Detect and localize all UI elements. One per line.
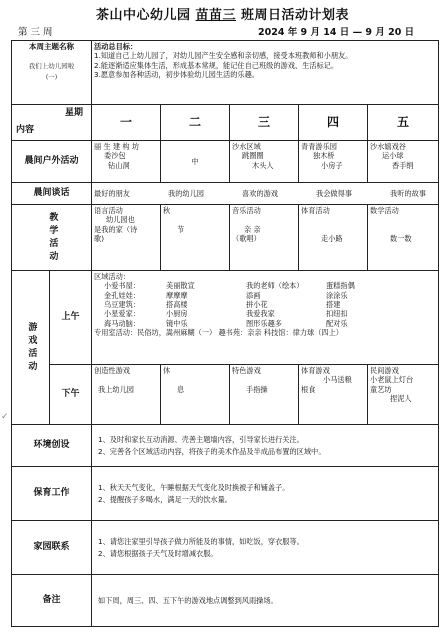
cell-line: 委沙包	[104, 151, 126, 161]
area-cell: 图形乐趣多	[246, 318, 282, 328]
talk-topic: 我的幼儿园	[168, 188, 204, 198]
cell-line: 独木桥	[313, 151, 335, 161]
area-cell: 金孔娃娃：	[104, 290, 140, 300]
outdoor-row	[12, 141, 439, 183]
week-label: 第 三 周	[18, 27, 53, 38]
note-item: 1、请您注家里引导孩子做力所能及的事情，如吃饭，穿衣服等。	[98, 537, 304, 547]
area-cell: 美丽散宣	[166, 281, 195, 291]
cell-line: 手指操	[246, 384, 268, 394]
page-title	[0, 4, 445, 23]
cell-line: 节	[177, 224, 185, 234]
outdoor-cell	[230, 141, 299, 183]
area-cell: 摩摩摩	[166, 290, 188, 300]
cell-line: 运小球	[382, 151, 404, 161]
remarks-text: 如下周，周三、四、五下午的游戏地点调整到风雨操场。	[98, 595, 278, 605]
area-title: 区域活动：	[94, 272, 130, 281]
talk-topic: 最好的朋友	[94, 188, 130, 198]
note-item: 1、秋天天气变化，午睡根据天气变化及时换被子和铺盖子。	[98, 483, 290, 493]
pm-cell	[92, 365, 161, 425]
play-am-row	[12, 271, 439, 365]
teaching-label-cell	[12, 205, 92, 271]
cell-line: 息	[177, 384, 185, 394]
cell-line: 幼儿园也	[106, 215, 135, 225]
family-label: 家园联系	[12, 521, 92, 575]
teaching-cell	[230, 205, 299, 271]
goal-item: 1.知道自己上幼儿园了，对幼儿园产生安全感和亲切感，接受本班教师和小朋友。	[94, 51, 353, 61]
family-content	[92, 521, 439, 575]
goal-item: 3.愿意参加各种活动，初步体验幼儿园生活的乐趣。	[94, 70, 259, 80]
environment-label: 环境创设	[12, 425, 92, 467]
date-range: 2024 年 9 月 14 日 — 9 月 20 日	[258, 27, 415, 38]
days-header-row	[12, 105, 439, 141]
area-line	[104, 300, 436, 309]
cell-line: 小马送粮	[323, 375, 352, 385]
cell-line: 中	[191, 156, 199, 166]
theme-goals	[92, 41, 439, 105]
area-cell: 镜中乐	[166, 318, 188, 328]
cell-line: 我上幼儿园	[98, 384, 134, 394]
day-header: 五	[368, 105, 439, 141]
remarks-content	[92, 575, 439, 627]
cell-line: 数学活动	[370, 206, 399, 215]
cell-line: 语言活动	[94, 206, 123, 215]
cell-line: 民间游戏	[370, 366, 399, 375]
day-header: 三	[230, 105, 299, 141]
talk-topic: 喜欢的游戏	[242, 188, 278, 198]
pm-cell	[368, 365, 439, 425]
teaching-label: 教学活动	[47, 211, 58, 264]
teaching-row	[12, 205, 439, 271]
cell-line: 亲 亲	[244, 224, 261, 234]
area-line	[104, 319, 436, 328]
pm-cell	[299, 365, 368, 425]
teaching-cell	[92, 205, 161, 271]
note-item: 1、及时和家长互动消源、壳善主题墙内容，引导家长进行关注。	[98, 435, 304, 445]
cell-line: 数一数	[390, 234, 412, 244]
cell-line: 根食	[301, 384, 316, 394]
play-label: 游戏活动	[26, 321, 37, 374]
outdoor-cell	[161, 141, 230, 183]
cell-line: 走小路	[321, 234, 343, 244]
cell-line: 小老鼠上灯台	[370, 375, 414, 385]
area-cell: 配对乐	[326, 318, 348, 328]
talk-topic: 我会做得事	[316, 188, 352, 198]
area-cell: 添画	[246, 290, 261, 300]
days-label-top: 星期	[64, 108, 83, 118]
special-rooms: 专用室活动：民俗坊，嵩州麻糊（一） 趣书苑：亲亲 科技馆：律力球（四上）	[94, 328, 343, 338]
area-cell: 搭建	[326, 300, 341, 310]
area-cell: 小爱书屋：	[104, 281, 140, 291]
cell-line: 体育活动	[301, 206, 330, 215]
title-suffix: 班周日活动计划表	[241, 8, 350, 23]
day-header: 四	[299, 105, 368, 141]
cell-line: 沙水嬉戏谷	[370, 142, 406, 151]
pm-cell	[161, 365, 230, 425]
area-cell: 搭高楼	[166, 300, 188, 310]
teaching-cell	[368, 205, 439, 271]
talk-topic: 我听的故事	[390, 188, 426, 198]
area-cell: 扣纽扣	[326, 309, 348, 319]
pm-cell	[230, 365, 299, 425]
activity-plan-table	[11, 40, 439, 627]
area-line	[104, 309, 436, 318]
theme-sub: (一)	[45, 73, 58, 82]
care-label: 保育工作	[12, 467, 92, 521]
outdoor-cell	[368, 141, 439, 183]
side-check-mark: ✓	[1, 412, 9, 422]
cell-line: 音乐活动	[232, 206, 261, 215]
cell-line: 捏泥人	[390, 394, 412, 404]
cell-line: 小房子	[321, 160, 343, 170]
environment-row	[12, 425, 439, 467]
talk-topics	[92, 183, 439, 205]
cell-line: （歌唱）	[232, 234, 261, 244]
goal-title: 活动总目标：	[94, 42, 138, 51]
days-label-bottom: 内容	[16, 125, 35, 136]
family-row	[12, 521, 439, 575]
cell-line: 丽 生 建 构 坊	[94, 142, 140, 151]
area-cell: 拼小花	[246, 300, 268, 310]
care-row	[12, 467, 439, 521]
outdoor-label: 晨间户外活动	[12, 141, 92, 183]
pm-label: 下午	[50, 365, 92, 425]
cell-line: 体育游戏	[301, 366, 330, 375]
cell-line: 休	[163, 366, 171, 375]
play-label-cell	[12, 271, 50, 425]
cell-line: 特色游戏	[232, 366, 261, 375]
note-item: 2、请您根据孩子天气及时增减衣服。	[98, 548, 218, 558]
area-cell: 海马动脑：	[104, 318, 140, 328]
remarks-label: 备注	[12, 575, 92, 627]
area-line	[104, 291, 436, 300]
remarks-row	[12, 575, 439, 627]
area-cell: 我爱我家	[246, 309, 275, 319]
area-activities	[92, 271, 439, 365]
area-cell: 蛋糕指偶	[326, 281, 355, 291]
theme-row	[12, 41, 439, 105]
cell-line: 木头人	[252, 160, 274, 170]
outdoor-cell	[299, 141, 368, 183]
theme-label: 本周主题名称	[29, 42, 74, 51]
care-content	[92, 467, 439, 521]
cell-line: 沙水区域	[232, 142, 261, 151]
cell-line	[163, 215, 227, 224]
teaching-cell	[161, 205, 230, 271]
day-header: 一	[92, 105, 161, 141]
area-cell: 小星爱家：	[104, 309, 140, 319]
cell-line: 青青游乐园	[301, 142, 337, 151]
teaching-cell	[299, 205, 368, 271]
play-pm-row	[12, 365, 439, 425]
note-item: 2、完善各个区域活动内容，将孩子的美术作品及半成品布置的区域中。	[98, 446, 326, 456]
title-class: 苗苗三	[195, 8, 236, 23]
area-cell: 乌豆建筑：	[104, 300, 140, 310]
cell-line: 是我的家（诗	[94, 224, 138, 234]
cell-line: 歌)	[94, 234, 104, 244]
note-item: 2、提醒孩子多喝水，满足一天的饮水量。	[98, 494, 232, 504]
cell-line: 童艺坊	[370, 384, 392, 394]
cell-line	[232, 215, 296, 224]
area-cell: 涂涂乐	[326, 290, 348, 300]
area-line	[104, 281, 436, 290]
cell-line: 香手绢	[392, 160, 414, 170]
cell-line: 秋	[163, 206, 171, 215]
day-header: 二	[161, 105, 230, 141]
cell-line: 钻山洞	[108, 160, 130, 170]
theme-name: 我们上幼儿园啦	[28, 61, 75, 70]
am-label: 上午	[50, 271, 92, 365]
talk-row	[12, 183, 439, 205]
goal-item: 2.能逐渐适应集体生活，形成基本常规，能记住自己班级的游戏、生活标记。	[94, 60, 339, 70]
outdoor-cell	[92, 141, 161, 183]
talk-label: 晨间谈话	[12, 183, 92, 205]
title-school: 茶山中心幼儿园	[95, 8, 191, 23]
cell-line: 创造性游戏	[94, 366, 130, 375]
area-cell: 小厨房	[166, 309, 188, 319]
area-cell: 我的老师（绘本）	[246, 281, 304, 291]
environment-content	[92, 425, 439, 467]
cell-line: 跳圈圈	[242, 151, 264, 161]
